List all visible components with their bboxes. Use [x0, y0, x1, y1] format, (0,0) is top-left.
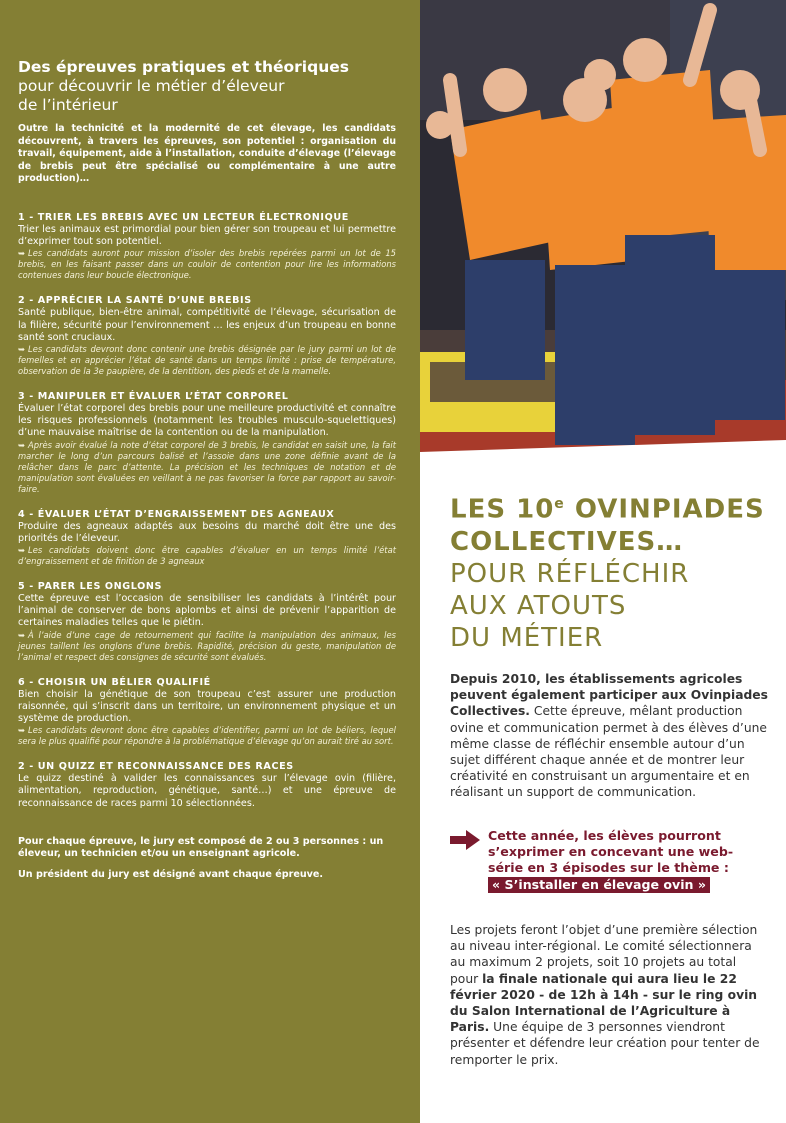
selection-text-c: Une équipe de 3 personnes viendront présenter et défendre leur création pour tenter de remporter le prix. [450, 1020, 760, 1067]
arrow-right-icon: ➥ [18, 248, 26, 259]
epreuve-note [18, 725, 396, 747]
arrow-right-icon: ➥ [18, 545, 26, 555]
epreuve-note-text: Les candidats devront donc être capables d’identifier, parmi un lot de béliers, lequel sera le plus qualifié pour répondre à la problématique d’élevage qu’on aurait tiré au sort. [18, 725, 396, 747]
epreuve-title: 6 - CHOISIR UN BÉLIER QUALIFIÉ [18, 676, 211, 688]
callout-theme: « S’installer en élevage ovin » [488, 877, 710, 893]
title-line-1a: LES 10 [450, 494, 555, 525]
arrow-right-icon: ➥ [18, 725, 26, 736]
epreuves-list [18, 212, 396, 810]
epreuve-item [18, 581, 396, 663]
epreuve-title: 5 - PARER LES ONGLONS [18, 581, 163, 592]
epreuve-title: 4 - ÉVALUER L’ÉTAT D’ENGRAISSEMENT DES AGNEAUX [18, 508, 335, 520]
epreuve-item [18, 391, 396, 495]
title-line-4: AUX ATOUTS [450, 590, 627, 621]
title-line-2: COLLECTIVES… [450, 526, 684, 557]
jury-composition: Pour chaque épreuve, le jury est composé de 2 ou 3 personnes : un éleveur, un technicien et/ou un enseignant agricole. [18, 835, 384, 860]
epreuve-item [18, 677, 396, 748]
epreuve-text: Évaluer l’état corporel des brebis pour une meilleure productivité et connaître les risques professionnels (notamment les troubles musculo-squelettiques) d’une mauvaise maîtrise de la contention ou de la manipulation. [18, 402, 396, 439]
epreuve-note [18, 440, 396, 495]
epreuve-note [18, 545, 396, 567]
selection-paragraph [450, 922, 768, 1068]
epreuve-note [18, 630, 396, 663]
epreuve-note-text: À l’aide d’une cage de retournement qui facilite la manipulation des animaux, les jeunes taillent les onglons d’une brebis. Rapidité, précision du geste, manipulation de l’animal et respect des consignes de sécurité sont évalués. [18, 629, 396, 662]
epreuve-text: Cette épreuve est l’occasion de sensibiliser les candidats à l’intérêt pour l’animal de conserver de bons aplombs et ainsi de prévenir l’apparition de certaines maladies telles que le piétin. [18, 593, 396, 629]
epreuve-note [18, 344, 396, 377]
arrow-right-icon [450, 830, 480, 850]
arrow-right-icon: ➥ [18, 439, 26, 450]
epreuve-title: 2 - APPRÉCIER LA SANTÉ D’UNE BREBIS [18, 295, 252, 307]
epreuve-title: 1 - TRIER LES BREBIS AVEC UN LECTEUR ÉLECTRONIQUE [18, 211, 349, 223]
title-line-1b: OVINPIADES [564, 494, 765, 525]
epreuve-title: 2 - UN QUIZZ ET RECONNAISSANCE DES RACES [18, 761, 294, 773]
theme-callout [450, 828, 770, 918]
arrow-right-icon: ➥ [18, 343, 26, 354]
collectives-paragraph [450, 671, 768, 801]
epreuve-note-text: Après avoir évalué la note d’état corporel de 3 brebis, le candidat en saisit une, la fait marcher le long d’un parcours balisé et l’assoie dans une zone définie avant de la relâcher dans le parc d’attente. La précision et les techniques de notation et de manipulation sont évaluées en veillant à ne pas favoriser la force par rapport au savoir-faire. [18, 439, 396, 494]
epreuve-note [18, 248, 396, 281]
intro-text: Outre la technicité et la modernité de cet élevage, les candidats découvrent, à travers les épreuves, son potentiel : organisation du travail, équipement, aide à l’installation, conduite d’élevage (l’élevage de brebis peut être spécialisé ou complémentaire à une autre production)… [18, 123, 396, 185]
epreuve-note-text: Les candidats doivent donc être capables d’évaluer en un temps limité l’état d’engraissement et de finition de 3 agneaux [18, 545, 396, 566]
epreuve-item [18, 761, 396, 810]
epreuve-text: Produire des agneaux adaptés aux besoins du marché doit être une des priorités de l’éleveur. [18, 520, 396, 544]
epreuve-note-text: Les candidats auront pour mission d’isoler des brebis repérées parmi un lot de 15 brebis, en les faisant passer dans un couloir de contention pour lire les informations contenues dans leur boucle électronique. [18, 248, 396, 281]
section-heading [18, 58, 396, 115]
ceremony-photo [420, 0, 786, 452]
photo-illustration [420, 0, 786, 452]
epreuve-text: Trier les animaux est primordial pour bien gérer son troupeau et lui permettre d’exprimer tout son potentiel. [18, 223, 396, 248]
epreuve-item [18, 295, 396, 377]
title-sup: e [554, 496, 565, 512]
epreuve-item [18, 509, 396, 567]
selection-text-bold: la finale nationale qui aura lieu le 22 février 2020 - de 12h à 14h - sur le ring ovin du Salon International de l’Agriculture à Paris. [450, 971, 758, 1035]
jury-president: Un président du jury est désigné avant chaque épreuve. [18, 869, 324, 881]
epreuve-title: 3 - MANIPULER ET ÉVALUER L’ÉTAT CORPOREL [18, 390, 289, 402]
heading-bold: Des épreuves pratiques et théoriques [18, 58, 349, 76]
collectives-title [450, 488, 780, 654]
callout-text: Cette année, les élèves pourront s’exprimer en concevant une web-série en 3 épisodes sur le thème : [488, 828, 734, 875]
epreuve-text: Bien choisir la génétique de son troupeau c’est assurer une production raisonnée, qui s’inscrit dans un territoire, un environnement physique et un système de production. [18, 688, 396, 725]
epreuve-text: Santé publique, bien-être animal, compétitivité de l’élevage, sécurisation de la filière, sécurité pour l’environnement … les enjeux d’un troupeau en bonne santé sont cruciaux. [18, 307, 396, 343]
epreuve-item [18, 212, 396, 281]
paragraph-rest: Cette épreuve, mêlant production ovine et communication permet à des élèves d’une même classe de réfléchir ensemble autour d’un sujet différent chaque année et de montrer leur créativité en construisant un argumentaire et en réalisant un support de communication. [450, 704, 767, 800]
selection-text-a: Les projets feront l’objet d’une première sélection au niveau inter-régional. Le comité sélectionnera au maximum 2 projets, soit 10 projets au total pour [450, 923, 758, 986]
title-line-5: DU MÉTIER [450, 622, 604, 653]
arrow-right-icon: ➥ [18, 629, 26, 640]
heading-line-2: pour découvrir le métier d’éleveur [18, 77, 285, 95]
diagonal-divider [420, 440, 786, 480]
heading-line-3: de l’intérieur [18, 96, 118, 114]
epreuve-note-text: Les candidats devront donc contenir une brebis désignée par le jury parmi un lot de femelles et en apprécier l’état de santé dans un temps limité : prise de température, observation de la 3e paupière, de la dentition, des pieds et de la mamelle. [18, 343, 396, 376]
jury-info [18, 836, 396, 882]
title-line-3: POUR RÉFLÉCHIR [450, 558, 690, 589]
paragraph-bold: Depuis 2010, les établissements agricoles peuvent également participer aux Ovinpiades Collectives. [450, 672, 768, 719]
epreuve-text: Le quizz destiné à valider les connaissances sur l’élevage ovin (filière, alimentation, reproduction, génétique, santé…) et une épreuve de reconnaissance de races parmi 10 sélectionnées. [18, 773, 396, 809]
